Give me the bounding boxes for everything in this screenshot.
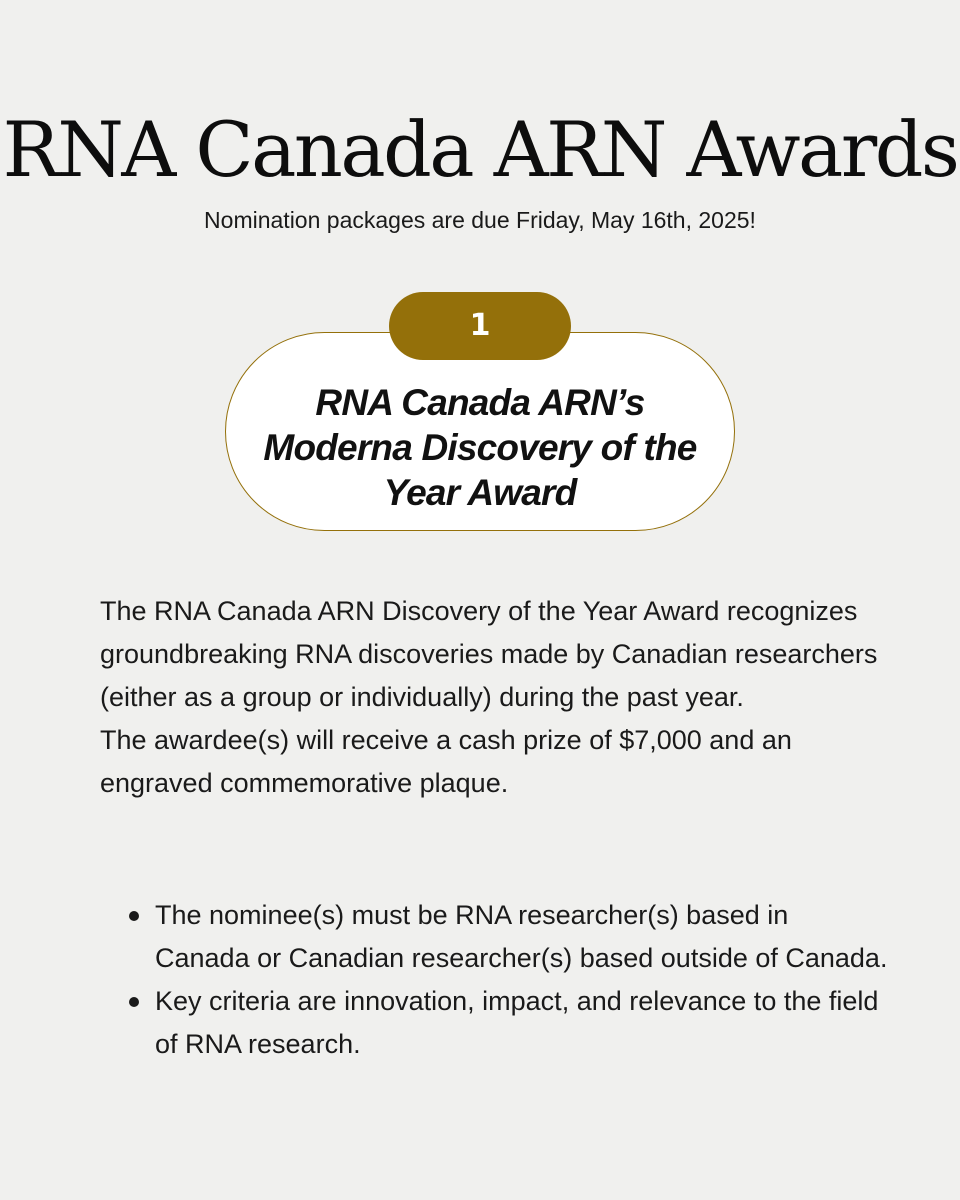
description-text: The RNA Canada ARN Discovery of the Year Award recognizes groundbreaking RNA discoveries made by Canadian researchers (either as a group or individually) during the past year. [100, 596, 878, 712]
award-description [100, 590, 880, 805]
criteria-text: The nominee(s) must be RNA researcher(s) based in Canada or Canadian researcher(s) based outside of Canada. [155, 900, 888, 973]
page-title: RNA Canada ARN Awards [2, 105, 958, 194]
award-number-badge: 1 [389, 292, 571, 360]
bullet-icon [129, 997, 139, 1007]
list-item [100, 894, 890, 980]
award-name: RNA Canada ARN’s Moderna Discovery of the Year Award [263, 382, 697, 513]
criteria-text: Key criteria are innovation, impact, and relevance to the field of RNA research. [155, 986, 879, 1059]
deadline-subtitle: Nomination packages are due Friday, May 16th, 2025! [204, 207, 756, 233]
criteria-list [100, 894, 890, 1066]
list-item [100, 980, 890, 1066]
bullet-icon [129, 911, 139, 921]
prize-text: The awardee(s) will receive a cash prize of $7,000 and an engraved commemorative plaque. [100, 725, 792, 798]
